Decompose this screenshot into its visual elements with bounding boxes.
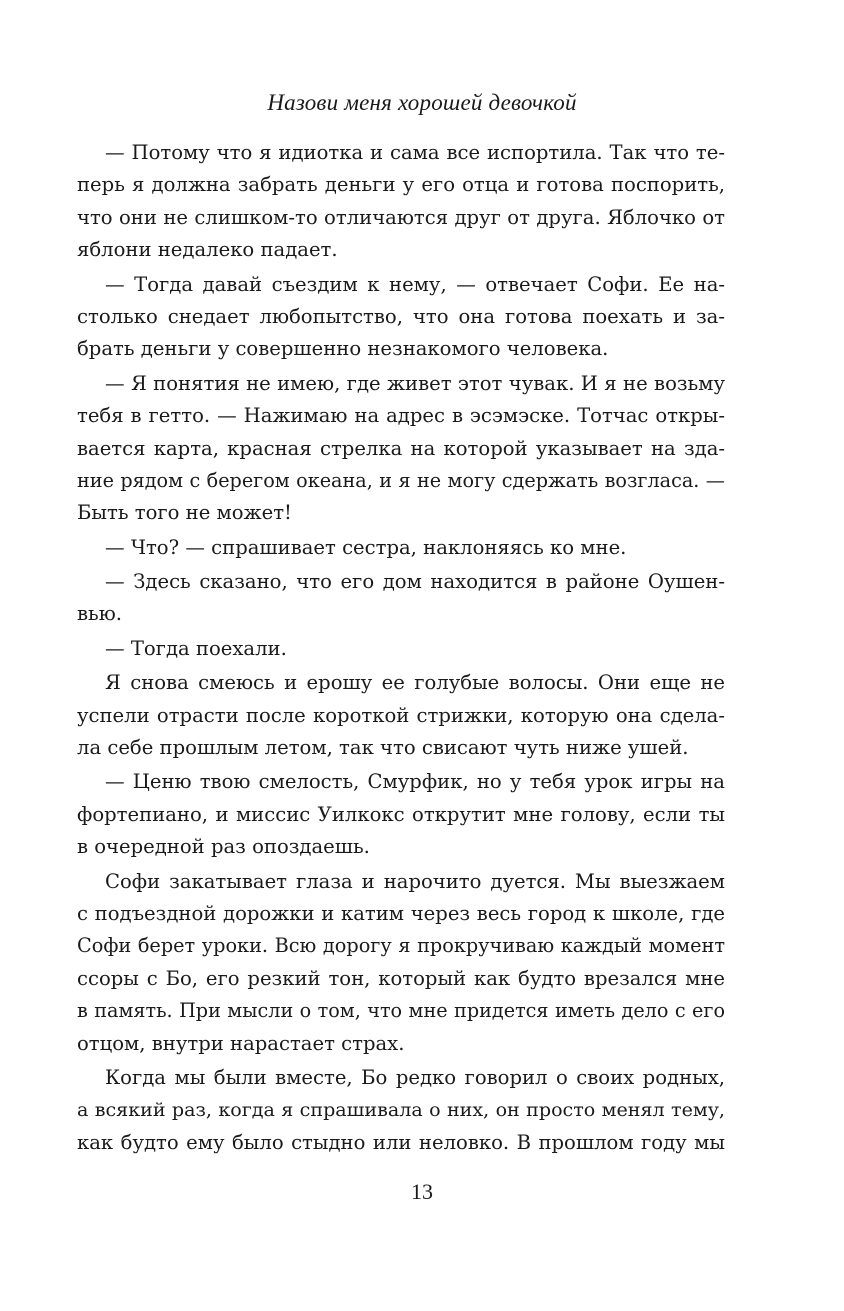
text-line: вается карта, красная стрелка на которой указывает на зда- bbox=[77, 436, 725, 460]
paragraph bbox=[77, 532, 725, 564]
text-line: — Я понятия не имею, где живет этот чувак. И я не возьму bbox=[105, 371, 725, 395]
text-line: Быть того не может! bbox=[77, 501, 292, 525]
text-line: — Ценю твою смелость, Смурфик, но у тебя урок игры на bbox=[105, 770, 725, 794]
text-line: в память. При мысли о том, что мне придется иметь дело с его bbox=[77, 999, 725, 1023]
text-line: Я снова смеюсь и ерошу ее голубые волосы. Они еще не bbox=[105, 671, 725, 695]
text-line: Софи закатывает глаза и нарочито дуется. Мы выезжаем bbox=[105, 869, 725, 893]
text-line: фортепиано, и миссис Уилкокс открутит мне голову, если ты bbox=[77, 802, 725, 826]
text-line: — Потому что я идиотка и сама все испортила. Так что те- bbox=[105, 141, 725, 164]
paragraph bbox=[77, 1062, 725, 1159]
text-line: а всякий раз, когда я спрашивала о них, он просто менял тему, bbox=[77, 1098, 725, 1122]
text-line: Софи берет уроки. Всю дорогу я прокручиваю каждый момент bbox=[77, 934, 725, 958]
page-number: 13 bbox=[411, 1179, 433, 1204]
paragraph bbox=[77, 566, 725, 631]
text-line: как будто ему было стыдно или неловко. В прошлом году мы bbox=[77, 1130, 725, 1154]
text-line: — Тогда поехали. bbox=[105, 636, 287, 660]
text-line: столько снедает любопытство, что она готова поехать и за- bbox=[77, 304, 725, 328]
text-line: ссоры с Бо, его резкий тон, который как будто врезался мне bbox=[77, 966, 725, 990]
text-line: успели отрасти после короткой стрижки, которую она сдела- bbox=[77, 703, 725, 727]
text-line: с подъездной дорожки и катим через весь город к школе, где bbox=[77, 901, 725, 925]
paragraph bbox=[77, 633, 725, 665]
paragraph bbox=[77, 368, 725, 530]
paragraph bbox=[77, 137, 725, 267]
text-line: Когда мы были вместе, Бо редко говорил о своих родных, bbox=[105, 1065, 725, 1089]
running-header: Назови меня хорошей девочкой bbox=[267, 90, 577, 115]
text-line: вью. bbox=[77, 602, 122, 626]
text-line: тебя в гетто. — Нажимаю на адрес в эсэмэске. Тотчас откры- bbox=[77, 404, 725, 428]
text-line: ла себе прошлым летом, так что свисают чуть ниже ушей. bbox=[77, 736, 689, 760]
paragraph bbox=[77, 667, 725, 764]
text-line: что они не слишком-то отличаются друг от друга. Яблочко от bbox=[77, 205, 725, 229]
text-line: ние рядом с берегом океана, и я не могу сдержать возгласа. — bbox=[77, 468, 725, 492]
text-line: яблони недалеко падает. bbox=[77, 238, 338, 262]
text-line: — Тогда давай съездим к нему, — отвечает Софи. Ее на- bbox=[105, 272, 725, 296]
text-line: в очередной раз опоздаешь. bbox=[77, 835, 370, 859]
paragraph bbox=[77, 269, 725, 366]
text-line: брать деньги у совершенно незнакомого человека. bbox=[77, 337, 609, 361]
paragraph bbox=[77, 866, 725, 1060]
text-line: — Здесь сказано, что его дом находится в районе Оушен- bbox=[105, 570, 725, 594]
body-text bbox=[77, 137, 725, 1161]
text-line: — Что? — спрашивает сестра, наклоняясь ко мне. bbox=[105, 535, 627, 559]
paragraph bbox=[77, 766, 725, 863]
text-line: перь я должна забрать деньги у его отца и готова поспорить, bbox=[77, 173, 725, 197]
text-line: отцом, внутри нарастает страх. bbox=[77, 1031, 405, 1055]
